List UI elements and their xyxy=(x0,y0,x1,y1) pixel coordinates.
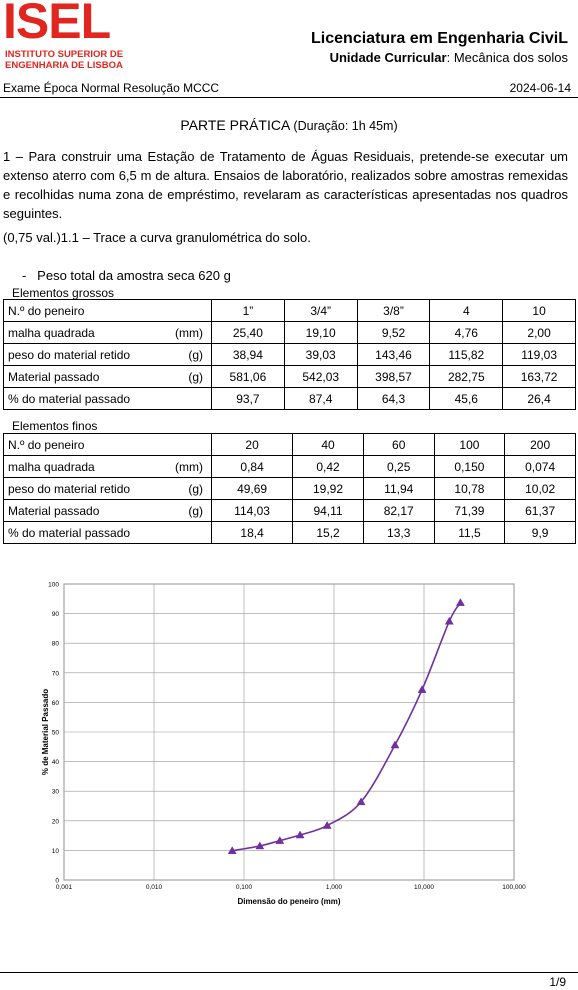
part-title xyxy=(0,117,578,133)
table-cell: 581,06 xyxy=(212,366,285,388)
table-cell: 82,17 xyxy=(363,500,434,522)
table-cell: 143,46 xyxy=(357,344,430,366)
y-tick-label: 70 xyxy=(51,670,59,678)
table-cell: 4 xyxy=(430,300,503,322)
unit-name: : Mecânica dos solos xyxy=(446,50,568,65)
table-cell: 11,94 xyxy=(363,478,434,500)
row-unit: (mm) xyxy=(167,322,212,344)
table-cell: 2,00 xyxy=(503,322,576,344)
problem-statement: 1 – Para construir uma Estação de Tratamento de Águas Residuais, pretende-se executar um extenso aterro com 6,5 m de altura. Ensaios de laboratório, realizados sobre amostras remexidas e recolhidas numa zona de empréstimo, revelaram as características apresentadas nos quadros seguintes. xyxy=(3,149,568,221)
y-tick-label: 10 xyxy=(51,847,59,855)
table-cell: 100 xyxy=(434,434,505,456)
table-cell: 15,2 xyxy=(293,522,364,544)
row-unit: (g) xyxy=(167,478,212,500)
table-row xyxy=(4,478,576,500)
row-label: N.º do peneiro xyxy=(4,300,168,322)
table-cell: 9,52 xyxy=(357,322,430,344)
table-cell: 3/4” xyxy=(284,300,357,322)
table-row xyxy=(4,366,576,388)
y-tick-label: 90 xyxy=(51,611,59,619)
y-tick-label: 100 xyxy=(48,581,59,589)
exam-name: Exame Época Normal Resolução MCCC xyxy=(3,81,220,95)
logo-sub-line-2: ENGENHARIA DE LISBOA xyxy=(5,59,123,71)
table-cell: 114,03 xyxy=(212,500,293,522)
table-cell: 39,03 xyxy=(284,344,357,366)
row-label: Material passado xyxy=(4,500,168,522)
x-tick-label: 10,000 xyxy=(414,884,434,891)
footer-divider xyxy=(0,972,578,973)
table-cell: 40 xyxy=(293,434,364,456)
row-unit: (g) xyxy=(167,344,212,366)
x-tick-label: 100,000 xyxy=(502,884,526,891)
y-tick-label: 60 xyxy=(51,699,59,707)
grading-curve-chart xyxy=(0,575,578,915)
page-number: 1/9 xyxy=(549,975,566,989)
course-title: Licenciatura em Engenharia CiviL xyxy=(311,30,568,47)
table-row xyxy=(4,388,576,410)
coarse-elements-table xyxy=(3,299,576,410)
logo-sub-line-1: INSTITUTO SUPERIOR DE xyxy=(5,49,124,60)
table-row xyxy=(4,344,576,366)
x-tick-label: 0,100 xyxy=(235,884,253,891)
exam-info-row xyxy=(3,81,571,95)
row-unit xyxy=(167,522,212,544)
table-cell: 19,92 xyxy=(293,478,364,500)
row-unit xyxy=(167,434,212,456)
table-cell: 38,94 xyxy=(212,344,285,366)
x-tick-label: 0,001 xyxy=(55,884,73,891)
row-label: malha quadrada xyxy=(4,322,168,344)
table-cell: 25,40 xyxy=(212,322,285,344)
table-cell: 0,42 xyxy=(293,456,364,478)
table-cell: 11,5 xyxy=(434,522,505,544)
table-cell: 10 xyxy=(503,300,576,322)
table-cell: 18,4 xyxy=(212,522,293,544)
table-cell: 13,3 xyxy=(363,522,434,544)
y-tick-label: 80 xyxy=(51,640,59,648)
table-cell: 71,39 xyxy=(434,500,505,522)
table-cell: 282,75 xyxy=(430,366,503,388)
exam-date: 2024-06-14 xyxy=(509,81,571,95)
table-cell: 163,72 xyxy=(503,366,576,388)
row-label: peso do material retido xyxy=(4,344,168,366)
table-cell: 119,03 xyxy=(503,344,576,366)
row-label: Material passado xyxy=(4,366,168,388)
table-cell: 3/8” xyxy=(357,300,430,322)
table-cell: 20 xyxy=(212,434,293,456)
header-divider xyxy=(0,97,578,98)
table-cell: 49,69 xyxy=(212,478,293,500)
table-cell: 0,25 xyxy=(363,456,434,478)
part-duration: (Duração: 1h 45m) xyxy=(293,119,398,133)
table-cell: 60 xyxy=(363,434,434,456)
unit-label: Unidade Curricular xyxy=(329,50,447,65)
table-cell: 200 xyxy=(505,434,576,456)
table-cell: 0,074 xyxy=(505,456,576,478)
isel-logo-subtitle xyxy=(5,50,155,71)
table-cell: 93,7 xyxy=(212,388,285,410)
table-row xyxy=(4,522,576,544)
table-row xyxy=(4,300,576,322)
table-cell: 0,150 xyxy=(434,456,505,478)
table-cell: 10,78 xyxy=(434,478,505,500)
row-unit xyxy=(167,300,212,322)
question-1-1: (0,75 val.)1.1 – Trace a curva granulométrica do solo. xyxy=(3,230,311,245)
table-row xyxy=(4,322,576,344)
part-title-text: PARTE PRÁTICA xyxy=(180,117,290,133)
row-unit: (mm) xyxy=(167,456,212,478)
row-unit: (g) xyxy=(167,500,212,522)
row-label: peso do material retido xyxy=(4,478,168,500)
fine-elements-label: Elementos finos xyxy=(12,419,98,433)
table-cell: 398,57 xyxy=(357,366,430,388)
table-cell: 87,4 xyxy=(284,388,357,410)
table-row xyxy=(4,434,576,456)
table-cell: 115,82 xyxy=(430,344,503,366)
table-cell: 0,84 xyxy=(212,456,293,478)
course-unit xyxy=(330,50,568,65)
y-tick-label: 50 xyxy=(51,729,59,737)
table-cell: 9,9 xyxy=(505,522,576,544)
table-cell: 4,76 xyxy=(430,322,503,344)
row-label: N.º do peneiro xyxy=(4,434,168,456)
x-axis-label: Dimensão do peneiro (mm) xyxy=(237,897,341,906)
table-row xyxy=(4,500,576,522)
table-cell: 19,10 xyxy=(284,322,357,344)
y-tick-label: 30 xyxy=(51,788,59,796)
y-tick-label: 0 xyxy=(55,877,59,885)
table-cell: 94,11 xyxy=(293,500,364,522)
table-cell: 10,02 xyxy=(505,478,576,500)
row-unit xyxy=(167,388,212,410)
table-cell: 542,03 xyxy=(284,366,357,388)
table-cell: 45,6 xyxy=(430,388,503,410)
y-tick-label: 20 xyxy=(51,818,59,826)
table-cell: 61,37 xyxy=(505,500,576,522)
coarse-elements-label: Elementos grossos xyxy=(12,286,115,300)
row-label: % do material passado xyxy=(4,388,168,410)
row-label: % do material passado xyxy=(4,522,168,544)
fine-elements-table xyxy=(3,433,576,544)
isel-logo: ISEL xyxy=(3,0,111,49)
x-tick-label: 1,000 xyxy=(325,884,343,891)
table-cell: 26,4 xyxy=(503,388,576,410)
row-label: malha quadrada xyxy=(4,456,168,478)
y-tick-label: 40 xyxy=(51,759,59,767)
x-tick-label: 0,010 xyxy=(145,884,163,891)
y-axis-label: % de Material Passado xyxy=(41,688,50,776)
table-cell: 1” xyxy=(212,300,285,322)
table-row xyxy=(4,456,576,478)
sample-weight-note: - Peso total da amostra seca 620 g xyxy=(22,268,231,283)
row-unit: (g) xyxy=(167,366,212,388)
table-cell: 64,3 xyxy=(357,388,430,410)
